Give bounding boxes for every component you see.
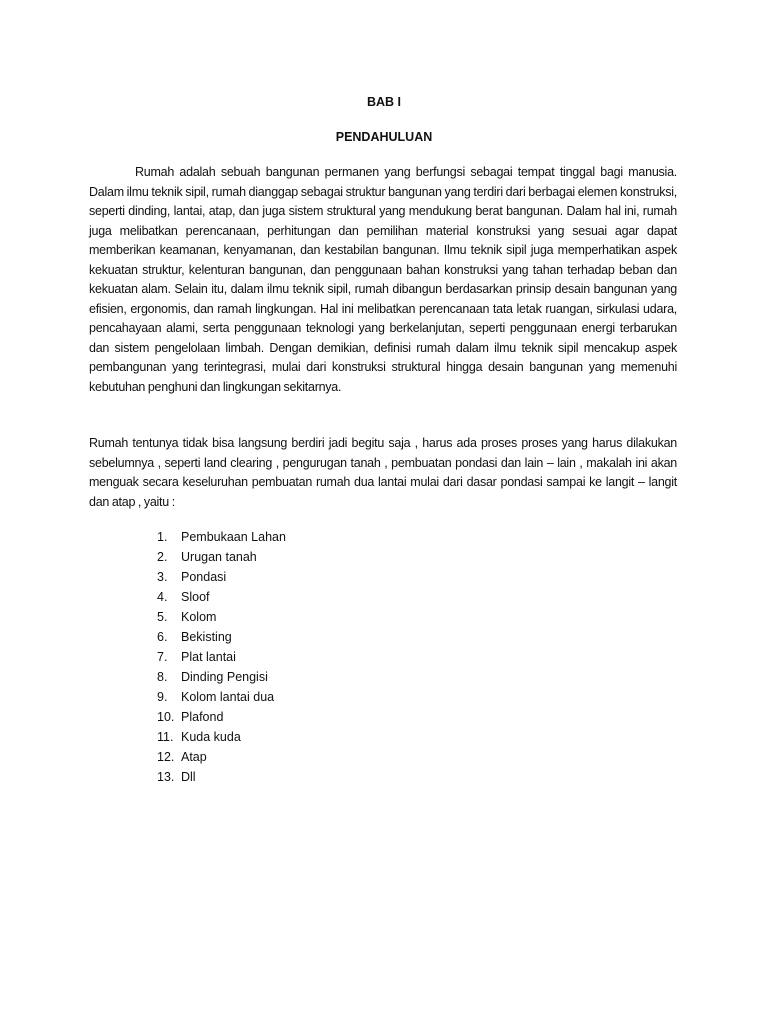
list-item [157,727,286,747]
list-item-label: Plat lantai [181,650,236,664]
list-item-number: 1. [157,530,168,544]
list-item [157,567,286,587]
list-item-number: 12. [157,750,175,764]
list-item-label: Pembukaan Lahan [181,530,286,544]
list-item [157,547,286,567]
list-item-label: Kolom lantai dua [181,690,275,704]
list-item-label: Dll [181,770,196,784]
chapter-number: BAB I [366,95,402,109]
list-item-label: Bekisting [181,630,232,644]
list-item [157,587,286,607]
list-item-label: Kuda kuda [181,730,241,744]
list-item-label: Kolom [181,610,217,624]
list-item-label: Pondasi [181,570,227,584]
list-item-number: 6. [157,630,168,644]
process-paragraph: Rumah tentunya tidak bisa langsung berdiri jadi begitu saja , harus ada proses proses yang harus dilakukan sebelumnya , seperti land clearing , pengurugan tanah , pembuatan pondasi dan lain – lain , makalah ini akan menguak secara keseluruhan pembuatan rumah dua lantai mulai dari dasar pondasi sampai ke langit – langit dan atap , yaitu : [89,436,677,509]
intro-paragraph: Rumah adalah sebuah bangunan permanen yang berfungsi sebagai tempat tinggal bagi manusia. Dalam ilmu teknik sipil, rumah dianggap sebagai struktur bangunan yang terdiri dari berbagai elemen konstruksi, seperti dinding, lantai, atap, dan juga sistem struktural yang mendukung berat bangunan. Dalam hal ini, rumah juga melibatkan perencanaan, perhitungan dan pemilihan material konstruksi yang sesuai agar dapat memberikan keamanan, kenyamanan, dan kestabilan bangunan. Ilmu teknik sipil juga memperhatikan aspek kekuatan struktur, kelenturan bangunan, dan penggunaan bahan konstruksi yang tahan terhadap beban dan kekuatan alam. Selain itu, dalam ilmu teknik sipil, rumah dibangun berdasarkan prinsip desain bangunan yang efisien, ergonomis, dan ramah lingkungan. Hal ini melibatkan perencanaan tata letak ruangan, sirkulasi udara, pencahayaan alami, serta penggunaan teknologi yang berkelanjutan, seperti penggunaan energi terbarukan dan sistem pengelolaan limbah. Dengan demikian, definisi rumah dalam ilmu teknik sipil mencakup aspek pembangunan yang terintegrasi, mulai dari konstruksi struktural hingga desain bangunan yang memenuhi kebutuhan penghuni dan lingkungan sekitarnya. [89,165,677,394]
list-item-label: Dinding Pengisi [181,670,268,684]
list-item [157,627,286,647]
list-item-number: 7. [157,650,168,664]
list-item-label: Atap [181,750,207,764]
list-item-label: Plafond [181,710,224,724]
list-item-label: Sloof [181,590,210,604]
list-item [157,707,286,727]
chapter-title: PENDAHULUAN [335,130,433,144]
list-item [157,527,286,547]
list-item [157,607,286,627]
list-item-number: 10. [157,710,175,724]
list-item [157,767,286,787]
list-item [157,667,286,687]
list-item-number: 3. [157,570,168,584]
list-item-number: 2. [157,550,168,564]
list-item [157,687,286,707]
list-item-number: 9. [157,690,168,704]
list-item-label: Urugan tanah [181,550,257,564]
list-item-number: 5. [157,610,168,624]
list-item-number: 8. [157,670,168,684]
list-item-number: 11. [157,730,174,744]
list-item-number: 4. [157,590,168,604]
construction-steps-list [157,527,286,787]
list-item-number: 13. [157,770,175,784]
list-item [157,647,286,667]
list-item [157,747,286,767]
